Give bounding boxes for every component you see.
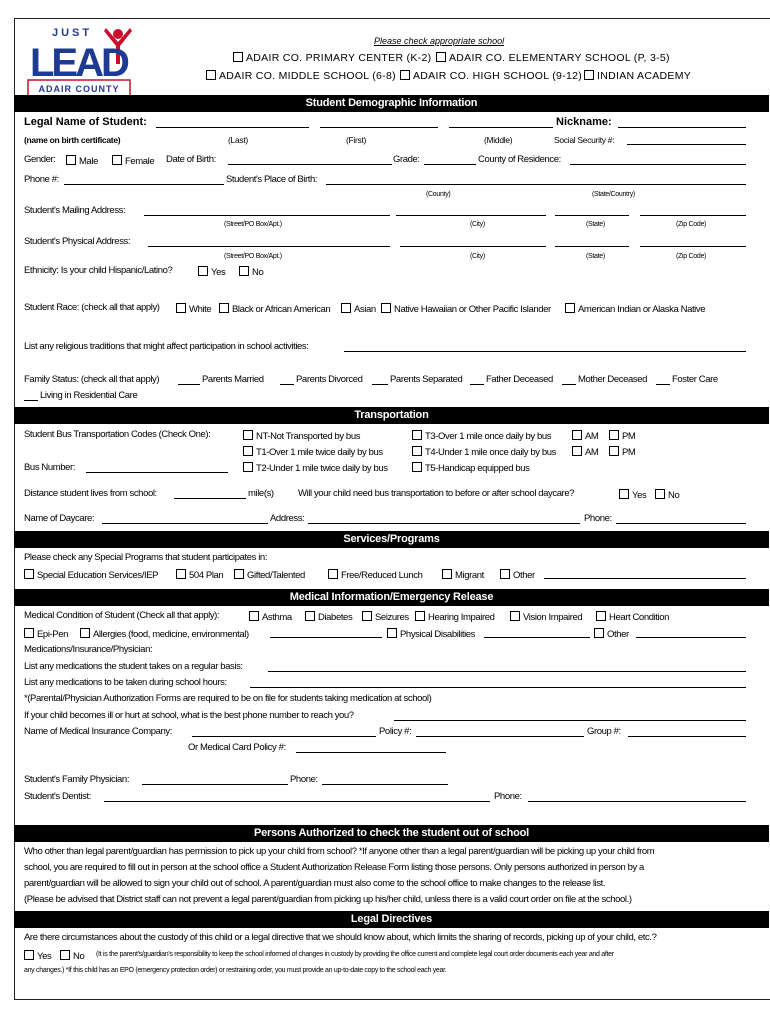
checkbox-icon[interactable]: [362, 611, 372, 621]
checkbox-icon[interactable]: [219, 303, 229, 313]
service-gifted[interactable]: Gifted/Talented: [234, 569, 305, 581]
checkbox-icon[interactable]: [233, 52, 243, 62]
bus-t5[interactable]: T5-Handicap equipped bus: [412, 462, 529, 474]
daycare-phone-label: Phone:: [584, 513, 612, 524]
service-sped[interactable]: Special Education Services/IEP: [24, 569, 158, 581]
checkbox-icon[interactable]: [243, 446, 253, 456]
ssn-field[interactable]: [627, 144, 746, 145]
ill-phone-label: If your child becomes ill or hurt at school, what is the best phone number to reach you?: [24, 710, 354, 721]
family-separated: Parents Separated: [390, 374, 463, 385]
legal-note-2: any changes.) *If this child has an EPO (emergency protection order) or restraining order, you must provide an up-to-date copy to the school each year.: [24, 967, 447, 974]
section-header-services: Services/Programs: [14, 531, 769, 548]
school-option-middle[interactable]: ADAIR CO. MIDDLE SCHOOL (6-8): [206, 70, 396, 82]
condition-other[interactable]: Other: [594, 628, 629, 640]
checkbox-icon[interactable]: [239, 266, 249, 276]
zip-caption-2: (Zip Code): [676, 253, 707, 260]
divorced-blank[interactable]: [280, 384, 294, 385]
checkbox-icon[interactable]: [412, 430, 422, 440]
meds-ins-label: Medications/Insurance/Physician:: [24, 644, 153, 655]
dentist-phone-field[interactable]: [528, 801, 746, 802]
checkbox-icon[interactable]: [24, 628, 34, 638]
auth-note: *(Parental/Physician Authorization Forms are required to be on file for students taking medication at school): [24, 693, 432, 704]
race-asian[interactable]: Asian: [341, 303, 376, 315]
condition-other-field[interactable]: [636, 637, 746, 638]
condition-heart[interactable]: Heart Condition: [596, 611, 669, 623]
regular-meds-label: List any medications the student takes on a regular basis:: [24, 661, 243, 672]
physician-phone-label: Phone:: [290, 774, 318, 785]
physical-street-field[interactable]: [148, 246, 390, 247]
family-foster: Foster Care: [672, 374, 718, 385]
checkbox-icon[interactable]: [176, 569, 186, 579]
physician-field[interactable]: [142, 784, 288, 785]
gender-label: Gender:: [24, 154, 56, 165]
section-header-transportation: Transportation: [14, 407, 769, 424]
legal-yes[interactable]: Yes: [24, 950, 51, 962]
city-caption: (City): [470, 221, 485, 228]
checkbox-icon[interactable]: [655, 489, 665, 499]
dentist-phone-label: Phone:: [494, 791, 522, 802]
daycare-name-field[interactable]: [102, 523, 268, 524]
persons-line-4: (Please be advised that District staff can not prevent a legal parent/guardian from picking up his/her child, unless there is a valid court order on file at the school.): [24, 894, 632, 905]
county-res-field[interactable]: [570, 164, 746, 165]
condition-physical[interactable]: Physical Disabilities: [387, 628, 475, 640]
service-migrant[interactable]: Migrant: [442, 569, 484, 581]
bus-number-field[interactable]: [86, 472, 228, 473]
religious-field[interactable]: [344, 351, 746, 352]
foster-blank[interactable]: [656, 384, 670, 385]
ethnicity-no[interactable]: No: [239, 266, 263, 278]
checkbox-icon[interactable]: [249, 611, 259, 621]
insurance-label: Name of Medical Insurance Company:: [24, 726, 172, 737]
condition-hearing[interactable]: Hearing Impaired: [415, 611, 494, 623]
bus-t4[interactable]: T4-Under 1 mile once daily by bus: [412, 446, 556, 458]
section-header-legal: Legal Directives: [14, 911, 769, 928]
mailing-zip-field[interactable]: [640, 215, 746, 216]
svg-text:JUST: JUST: [52, 27, 93, 39]
dob-label: Date of Birth:: [166, 154, 216, 165]
legal-question: Are there circumstances about the custody of this child or a legal directive that we should know about, which limits the sharing of records, picking up of your child, etc.?: [24, 932, 657, 943]
family-status-label: Family Status: (check all that apply): [24, 374, 160, 385]
zip-caption: (Zip Code): [676, 221, 707, 228]
residential-blank[interactable]: [24, 400, 38, 401]
checkbox-icon[interactable]: [572, 430, 582, 440]
checkbox-icon[interactable]: [442, 569, 452, 579]
mother-blank[interactable]: [562, 384, 576, 385]
mailing-state-field[interactable]: [555, 215, 629, 216]
ill-phone-field[interactable]: [394, 720, 746, 721]
checkbox-icon[interactable]: [243, 430, 253, 440]
street-caption-2: (Street/PO Box/Apt.): [224, 253, 282, 260]
physical-zip-field[interactable]: [640, 246, 746, 247]
persons-line-1: Who other than legal parent/guardian has permission to pick up your child from school? *If anyone other than a legal parent/guardian will be picking up your child from: [24, 846, 655, 857]
city-caption-2: (City): [470, 253, 485, 260]
checkbox-icon[interactable]: [234, 569, 244, 579]
school-option-primary[interactable]: ADAIR CO. PRIMARY CENTER (K-2): [233, 52, 431, 64]
bus-t3-pm[interactable]: PM: [609, 430, 635, 442]
checkbox-icon[interactable]: [596, 611, 606, 621]
bus-codes-label: Student Bus Transportation Codes (Check One):: [24, 429, 211, 440]
condition-asthma[interactable]: Asthma: [249, 611, 292, 623]
medical-card-label: Or Medical Card Policy #:: [188, 742, 286, 753]
distance-label: Distance student lives from school:: [24, 488, 157, 499]
checkbox-icon[interactable]: [565, 303, 575, 313]
checkbox-icon[interactable]: [328, 569, 338, 579]
school-select-prompt: Please check appropriate school: [374, 36, 505, 46]
gender-male[interactable]: Male: [66, 155, 98, 167]
group-field[interactable]: [628, 736, 746, 737]
checkbox-icon[interactable]: [243, 462, 253, 472]
middle-caption: (Middle): [484, 135, 513, 145]
first-caption: (First): [346, 135, 367, 145]
group-label: Group #:: [587, 726, 621, 737]
svg-text:ADAIR COUNTY: ADAIR COUNTY: [38, 84, 120, 94]
race-label: Student Race: (check all that apply): [24, 302, 160, 313]
race-black[interactable]: Black or African American: [219, 303, 330, 315]
svg-text:LEAD: LEAD: [30, 41, 127, 85]
checkbox-icon[interactable]: [412, 462, 422, 472]
school-meds-label: List any medications to be taken during school hours:: [24, 677, 227, 688]
birthplace-field[interactable]: [326, 184, 746, 185]
checkbox-icon[interactable]: [66, 155, 76, 165]
county-res-label: County of Residence:: [478, 154, 561, 165]
grade-label: Grade:: [393, 154, 420, 165]
checkbox-icon[interactable]: [305, 611, 315, 621]
condition-vision[interactable]: Vision Impaired: [510, 611, 582, 623]
distance-field[interactable]: [174, 498, 246, 499]
race-hawaiian[interactable]: Native Hawaiian or Other Pacific Islander: [381, 303, 551, 315]
condition-allergies[interactable]: Allergies (food, medicine, environmental): [80, 628, 249, 640]
checkbox-icon[interactable]: [24, 569, 34, 579]
section-header-demographic: Student Demographic Information: [14, 95, 769, 112]
phone-field[interactable]: [64, 184, 224, 185]
ethnicity-yes[interactable]: Yes: [198, 266, 225, 278]
service-other-field[interactable]: [544, 578, 746, 579]
bus-t4-pm[interactable]: PM: [609, 446, 635, 458]
school-option-high[interactable]: ADAIR CO. HIGH SCHOOL (9-12): [400, 70, 582, 82]
checkbox-icon[interactable]: [609, 446, 619, 456]
county-caption: (County): [426, 191, 451, 198]
physical-dis-field[interactable]: [484, 637, 590, 638]
street-caption: (Street/PO Box/Apt.): [224, 221, 282, 228]
mailing-city-field[interactable]: [396, 215, 546, 216]
checkbox-icon[interactable]: [412, 446, 422, 456]
section-header-persons: Persons Authorized to check the student out of school: [14, 825, 769, 842]
race-white[interactable]: White: [176, 303, 211, 315]
physical-state-field[interactable]: [555, 246, 629, 247]
service-other[interactable]: Other: [500, 569, 535, 581]
checkbox-icon[interactable]: [198, 266, 208, 276]
checkbox-icon[interactable]: [500, 569, 510, 579]
daycare-name-label: Name of Daycare:: [24, 513, 95, 524]
policy-label: Policy #:: [379, 726, 412, 737]
bus-t2[interactable]: T2-Under 1 mile twice daily by bus: [243, 462, 388, 474]
family-married: Parents Married: [202, 374, 264, 385]
physician-phone-field[interactable]: [322, 784, 448, 785]
miles-label: mile(s): [248, 488, 274, 499]
physician-label: Student's Family Physician:: [24, 774, 130, 785]
daycare-question: Will your child need bus transportation to before or after school daycare?: [298, 488, 575, 499]
religious-label: List any religious traditions that might affect participation in school activities:: [24, 341, 309, 352]
checkbox-icon[interactable]: [436, 52, 446, 62]
last-caption: (Last): [228, 135, 248, 145]
checkbox-icon[interactable]: [341, 303, 351, 313]
last-name-field[interactable]: [156, 127, 309, 128]
bus-t3-am[interactable]: AM: [572, 430, 598, 442]
ssn-label: Social Security #:: [554, 135, 615, 145]
checkbox-icon[interactable]: [594, 628, 604, 638]
married-blank[interactable]: [178, 384, 200, 385]
checkbox-icon[interactable]: [619, 489, 629, 499]
physical-city-field[interactable]: [400, 246, 546, 247]
persons-line-2: school, you are required to fill out in person at the school office a Student Authorization Release Form listing those persons. Only persons authorized in person by a: [24, 862, 644, 873]
legal-name-label: Legal Name of Student:: [24, 116, 147, 128]
name-note: (name on birth certificate): [24, 135, 121, 145]
daycare-address-field[interactable]: [308, 523, 580, 524]
state-caption: (State): [586, 221, 605, 228]
policy-field[interactable]: [416, 736, 584, 737]
legal-no[interactable]: No: [60, 950, 84, 962]
medical-condition-label: Medical Condition of Student (Check all that apply):: [24, 610, 220, 621]
services-prompt: Please check any Special Programs that student participates in:: [24, 552, 268, 563]
family-mother-deceased: Mother Deceased: [578, 374, 647, 385]
bus-t1[interactable]: T1-Over 1 mile twice daily by bus: [243, 446, 383, 458]
first-name-field[interactable]: [320, 127, 438, 128]
checkbox-icon[interactable]: [206, 70, 216, 80]
state-caption-2: (State): [586, 253, 605, 260]
checkbox-icon[interactable]: [387, 628, 397, 638]
checkbox-icon[interactable]: [572, 446, 582, 456]
checkbox-icon[interactable]: [176, 303, 186, 313]
ethnicity-label: Ethnicity: Is your child Hispanic/Latino?: [24, 265, 173, 276]
school-option-indian-academy[interactable]: INDIAN ACADEMY: [584, 70, 691, 82]
birthplace-label: Student's Place of Birth:: [226, 174, 318, 185]
school-option-elementary[interactable]: ADAIR CO. ELEMENTARY SCHOOL (P, 3-5): [436, 52, 670, 64]
checkbox-icon[interactable]: [112, 155, 122, 165]
phone-label: Phone #:: [24, 174, 59, 185]
nickname-field[interactable]: [618, 127, 746, 128]
middle-name-field[interactable]: [449, 127, 553, 128]
condition-diabetes[interactable]: Diabetes: [305, 611, 352, 623]
allergies-field[interactable]: [270, 637, 382, 638]
daycare-yes[interactable]: Yes: [619, 489, 646, 501]
school-meds-field[interactable]: [250, 687, 746, 688]
father-blank[interactable]: [470, 384, 484, 385]
checkbox-icon[interactable]: [381, 303, 391, 313]
checkbox-icon[interactable]: [415, 611, 425, 621]
service-lunch[interactable]: Free/Reduced Lunch: [328, 569, 423, 581]
gender-female[interactable]: Female: [112, 155, 154, 167]
service-504[interactable]: 504 Plan: [176, 569, 223, 581]
legal-note-1: (It is the parent's/guardian's responsibility to keep the school informed of changes in custody by providing the office current and complete legal court order documents each year and after: [96, 951, 614, 958]
race-native[interactable]: American Indian or Alaska Native: [565, 303, 705, 315]
regular-meds-field[interactable]: [268, 671, 746, 672]
bus-number-label: Bus Number:: [24, 462, 76, 473]
condition-seizures[interactable]: Seizures: [362, 611, 409, 623]
dentist-label: Student's Dentist:: [24, 791, 91, 802]
section-header-medical: Medical Information/Emergency Release: [14, 589, 769, 606]
bus-t3[interactable]: T3-Over 1 mile once daily by bus: [412, 430, 551, 442]
daycare-no[interactable]: No: [655, 489, 679, 501]
nickname-label: Nickname:: [556, 116, 612, 128]
checkbox-icon[interactable]: [400, 70, 410, 80]
checkbox-icon[interactable]: [609, 430, 619, 440]
physical-label: Student's Physical Address:: [24, 236, 131, 247]
checkbox-icon[interactable]: [584, 70, 594, 80]
grade-field[interactable]: [424, 164, 476, 165]
state-country-caption: (State/Country): [592, 191, 635, 198]
daycare-phone-field[interactable]: [616, 523, 746, 524]
insurance-field[interactable]: [192, 736, 376, 737]
dob-field[interactable]: [228, 164, 392, 165]
checkbox-icon[interactable]: [510, 611, 520, 621]
checkbox-icon[interactable]: [24, 950, 34, 960]
mailing-label: Student's Mailing Address:: [24, 205, 126, 216]
mailing-street-field[interactable]: [144, 215, 390, 216]
family-father-deceased: Father Deceased: [486, 374, 553, 385]
separated-blank[interactable]: [372, 384, 388, 385]
bus-nt[interactable]: NT-Not Transported by bus: [243, 430, 360, 442]
checkbox-icon[interactable]: [60, 950, 70, 960]
bus-t4-am[interactable]: AM: [572, 446, 598, 458]
dentist-field[interactable]: [104, 801, 490, 802]
condition-epipen[interactable]: Epi-Pen: [24, 628, 68, 640]
persons-line-3: parent/guardian will be allowed to sign your child out of school. A parent/guardian must also come to the school office to make changes to the release list.: [24, 878, 606, 889]
family-residential: Living in Residential Care: [40, 390, 138, 401]
medical-card-field[interactable]: [296, 752, 446, 753]
family-divorced: Parents Divorced: [296, 374, 363, 385]
daycare-address-label: Address:: [270, 513, 305, 524]
checkbox-icon[interactable]: [80, 628, 90, 638]
